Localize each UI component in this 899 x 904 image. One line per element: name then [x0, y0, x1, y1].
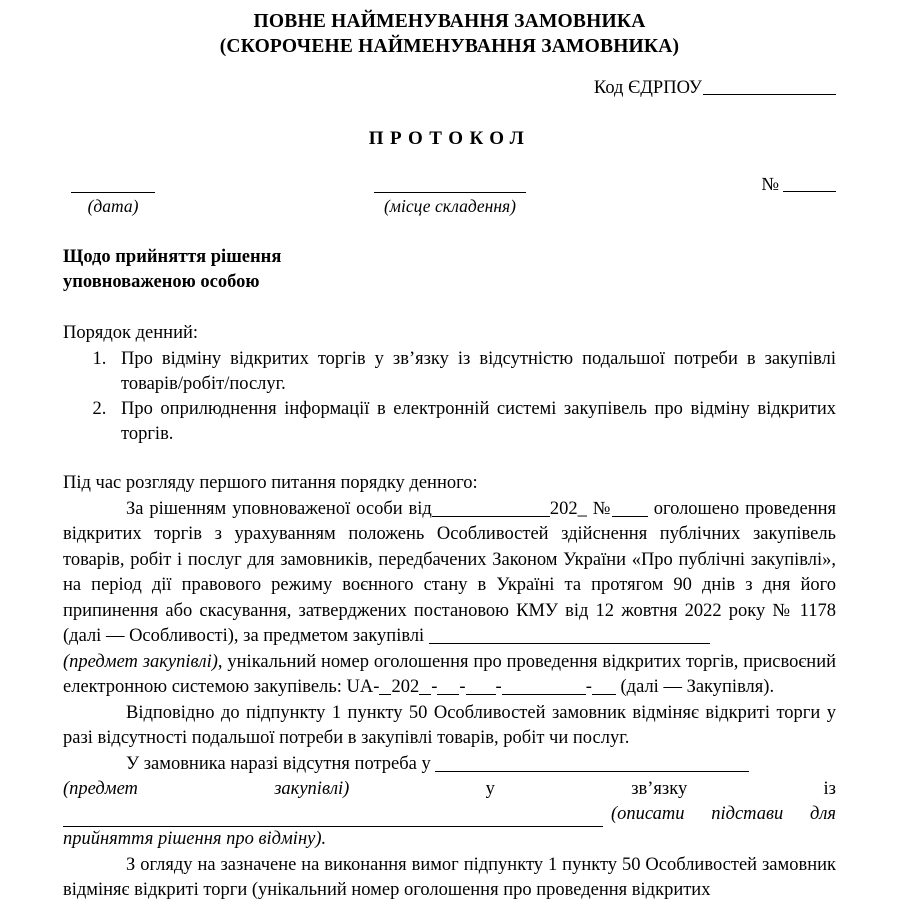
- number-block: [761, 175, 836, 196]
- caption-dlya: для: [809, 804, 836, 824]
- para1-year: 202_: [549, 498, 587, 519]
- subject-heading: [63, 245, 836, 295]
- decision-number-blank-field[interactable]: [612, 516, 648, 517]
- para4-text-a: У замовника наразі відсутня потреба у: [126, 753, 431, 774]
- place-blank-field[interactable]: [374, 192, 526, 193]
- caption-pidstavy: підстави: [711, 804, 784, 824]
- place-block: [374, 192, 526, 216]
- para2-text-c: (далі — Закупівля).: [620, 677, 775, 697]
- subject-line-1: Щодо прийняття рішення: [63, 247, 282, 267]
- place-caption: (місце складення): [383, 196, 516, 216]
- reason-row: [63, 802, 836, 827]
- agenda-list: [63, 347, 836, 447]
- reason-blank-field[interactable]: [63, 806, 603, 827]
- ua-blank-5[interactable]: [502, 694, 586, 695]
- ua-blank-2[interactable]: [419, 694, 431, 695]
- number-blank-field[interactable]: [783, 191, 836, 192]
- document-meta-row: [63, 175, 836, 227]
- ua-blank-1[interactable]: [379, 694, 391, 695]
- document-content: [63, 0, 836, 904]
- para1-text-b: оголошено проведення відкритих торгів з урахуванням положень Особливостей здійснення публічних закупівель товарів, робіт і послуг для замовників, передбачених Законом України «Про публічні закупівлі», на період дії правового режиму воєнного стану в Україні та протягом 90 днів з дня його припинення або скасування, затверджених постановою КМУ від 12 жовтня 2022 року № 1178 (далі — Особливості), за предметом закупівлі: [63, 498, 837, 646]
- caption-u: у: [485, 779, 495, 799]
- date-block: [71, 192, 155, 216]
- first-question-paragraph-4: [63, 752, 836, 778]
- first-question-paragraph-1: [63, 497, 836, 650]
- first-question-heading: Під час розгляду першого питання порядку денного:: [63, 473, 478, 493]
- ua-prefix: UA-: [346, 677, 380, 697]
- caption-opysaty: (описати: [611, 804, 685, 824]
- first-question-paragraph-2: (предмет закупівлі), унікальний номер оголошення про проведення відкритих торгів, присвоєний електронною системою закупівель: UA- 202 - - - - (далі — Закупівля).: [63, 651, 836, 697]
- para2-caption-predmet: (предмет закупівлі): [63, 651, 218, 672]
- ua-blank-6[interactable]: [592, 694, 616, 695]
- number-label: №: [761, 175, 779, 195]
- organization-title: [63, 9, 836, 59]
- edrpou-label: Код ЄДРПОУ: [593, 78, 702, 98]
- agenda-lead: Порядок денний:: [63, 323, 199, 343]
- ua-blank-3[interactable]: [437, 694, 459, 695]
- ua-year: 202: [391, 677, 420, 697]
- organization-full-name: ПОВНЕ НАЙМЕНУВАННЯ ЗАМОВНИКА: [253, 11, 646, 32]
- decision-date-blank-field[interactable]: [432, 516, 550, 517]
- reason-caption-continued: прийняття рішення про відміну).: [63, 829, 327, 849]
- ua-blank-4[interactable]: [466, 694, 496, 695]
- caption-iz: із: [823, 779, 836, 799]
- need-subject-blank-field[interactable]: [435, 771, 749, 772]
- first-question-paragraph-5: З огляду на зазначене на виконання вимог підпункту 1 пункту 50 Особливостей замовник відміняє відкриті торги (унікальний номер оголошення про проведення відкритих: [63, 854, 836, 900]
- procurement-subject-blank-field[interactable]: [429, 643, 710, 644]
- agenda-item: 2. Про оприлюднення інформації в електронній системі закупівель про відміну відкритих торгів.: [111, 397, 836, 447]
- para1-text-a: За рішенням уповноваженої особи від: [126, 498, 432, 519]
- caption-zvyazku: зв’язку: [631, 779, 688, 799]
- edrpou-blank-field[interactable]: [703, 94, 836, 95]
- subject-line-2: уповноваженою особою: [63, 272, 260, 292]
- caption-zakupivli: закупівлі): [274, 779, 350, 799]
- date-blank-field[interactable]: [71, 192, 155, 193]
- caption-predmet: (предмет: [63, 779, 138, 799]
- document-type-heading: ПРОТОКОЛ: [368, 128, 531, 149]
- edrpou-row: [63, 77, 836, 99]
- date-caption: (дата): [87, 196, 139, 216]
- need-caption-row: [63, 777, 836, 802]
- para2-text-b: , унікальний номер оголошення про проведення відкритих торгів, присвоєний електронною системою закупівель:: [63, 651, 836, 697]
- para1-number-label: №: [592, 498, 612, 519]
- organization-short-name: (СКОРОЧЕНЕ НАЙМЕНУВАННЯ ЗАМОВНИКА): [219, 36, 680, 57]
- reason-caption: [603, 802, 836, 827]
- first-question-paragraph-3: Відповідно до підпункту 1 пункту 50 Особливостей замовник відміняє відкриті торги у разі відсутності подальшої потреби в закупівлі товарів, робіт чи послуг.: [63, 702, 836, 748]
- agenda-item: 1. Про відміну відкритих торгів у зв’язку із відсутністю подальшої потреби в закупівлі товарів/робіт/послуг.: [111, 347, 836, 397]
